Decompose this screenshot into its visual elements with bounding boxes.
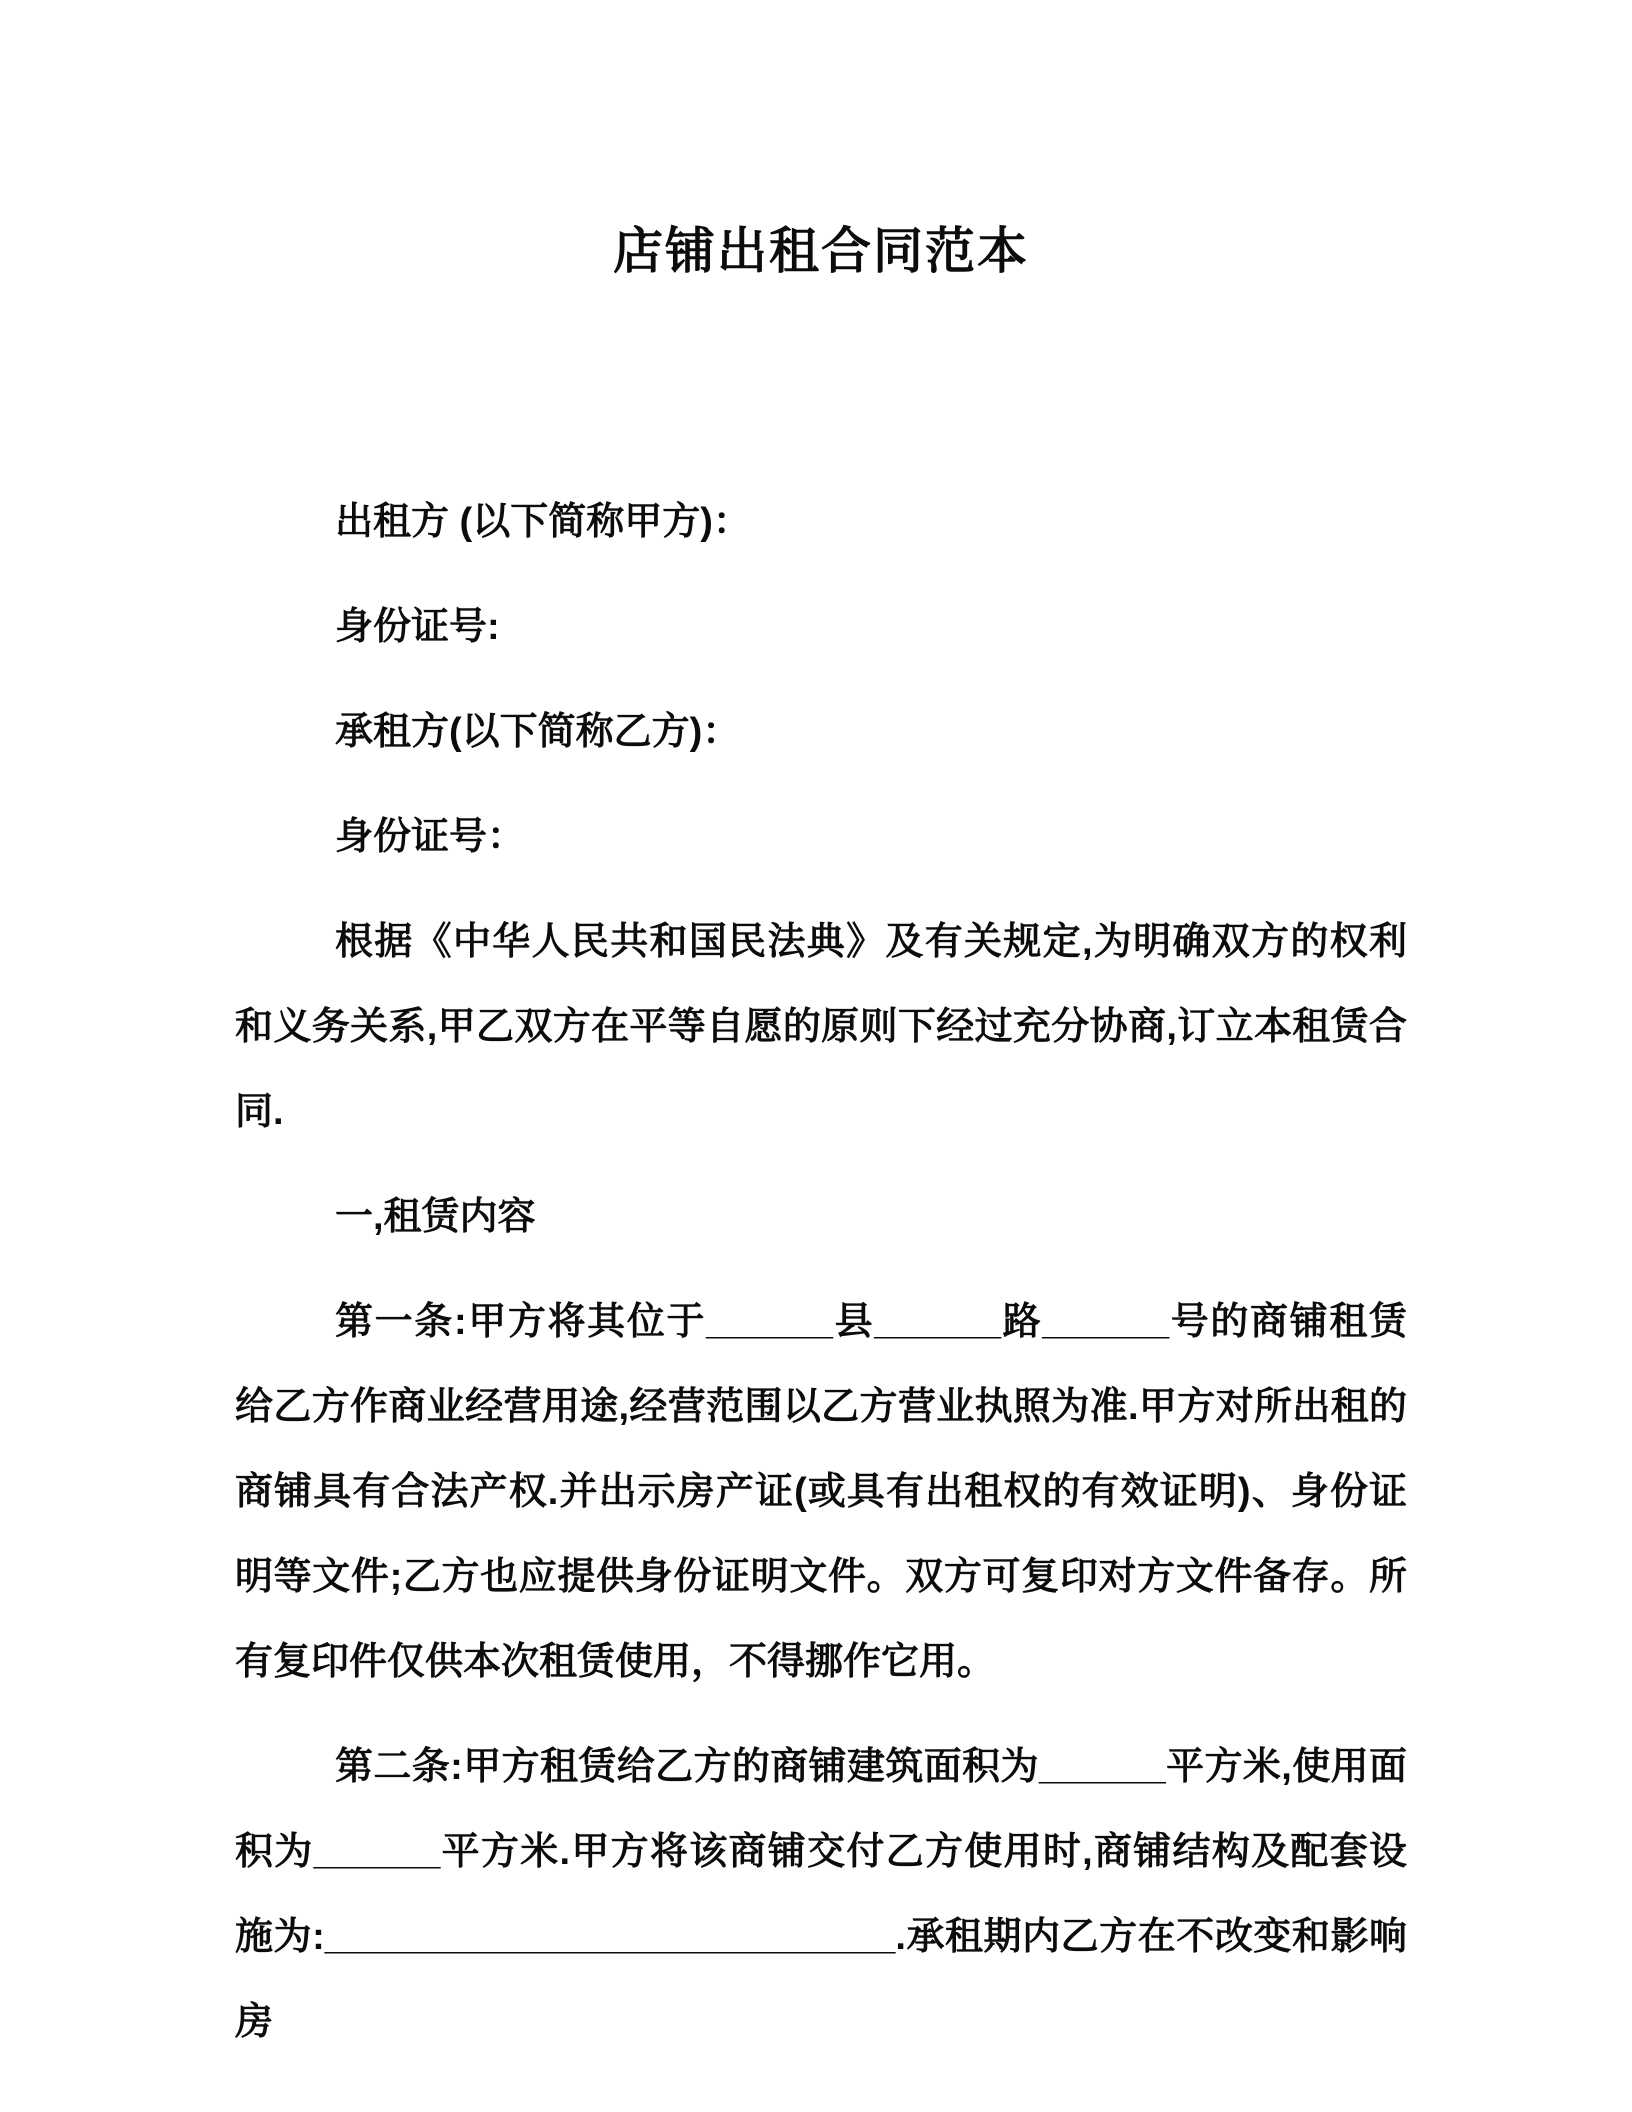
- lessor-party-line: 出租方 (以下简称甲方)：: [335, 501, 751, 543]
- clause-2-paragraph: 第二条:甲方租赁给乙方的商铺建筑面积为______平方米,使用面积为______平方米.甲方将该商铺交付乙方使用时,商铺结构及配套设施为:___________________________.承租期内乙方在不改变和影响房: [235, 1746, 1407, 2043]
- lessor-id-line: 身份证号:: [335, 606, 500, 648]
- contract-title: 店铺出租合同范本: [613, 223, 1029, 279]
- section-heading-rental-content: 一,租赁内容: [335, 1196, 536, 1238]
- lessee-id-line: 身份证号：: [335, 816, 526, 858]
- preamble-paragraph: 根据《中华人民共和国民法典》及有关规定,为明确双方的权利和义务关系,甲乙双方在平等自愿的原则下经过充分协商,订立本租赁合同.: [235, 921, 1407, 1133]
- lessee-party-line: 承租方(以下简称乙方)：: [335, 711, 741, 753]
- clause-1-paragraph: 第一条:甲方将其位于______县______路______号的商铺租赁给乙方作商业经营用途,经营范围以乙方营业执照为准.甲方对所出租的商铺具有合法产权.并出示房产证(或具有出租权的有效证明)、身份证明等文件;乙方也应提供身份证明文件。双方可复印对方文件备存。所有复印件仅供本次租赁使用，不得挪作它用。: [235, 1301, 1407, 1683]
